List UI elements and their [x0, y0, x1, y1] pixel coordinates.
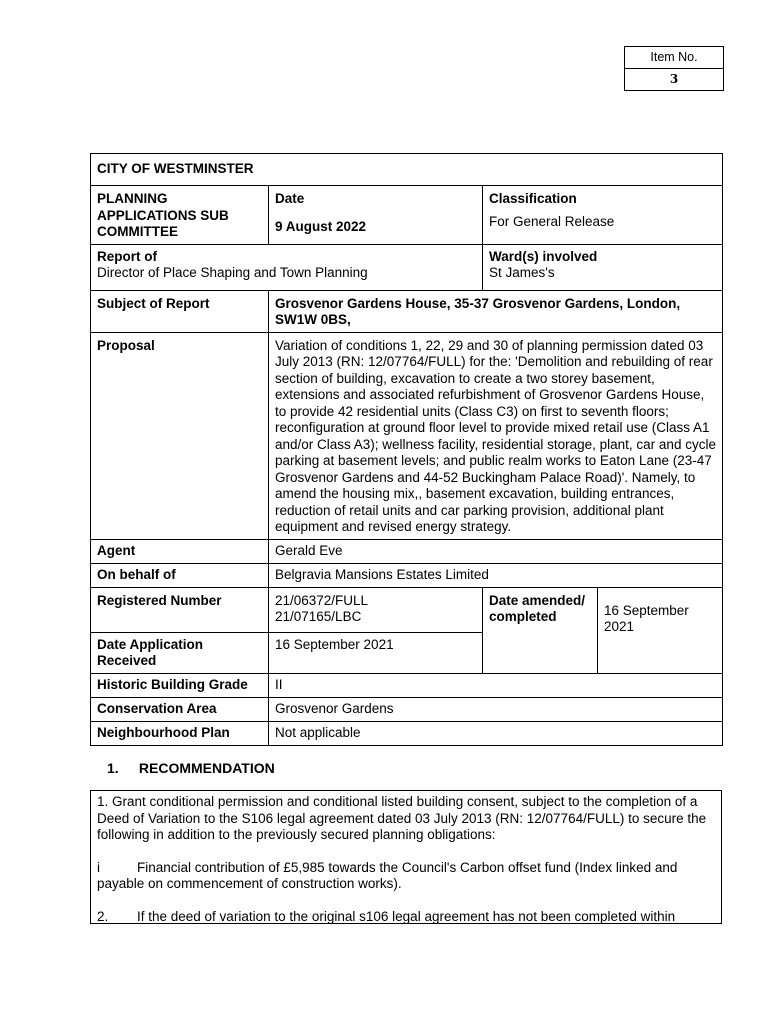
recommendation-number: 1.: [107, 760, 119, 776]
recommendation-item-2: [97, 909, 715, 925]
recommendation-item-i: [97, 860, 715, 893]
classification-label: Classification: [489, 191, 577, 206]
item-i-marker: i: [97, 859, 100, 875]
item-2-text: If the deed of variation to the original s106 legal agreement has not been completed within: [137, 908, 676, 924]
item-2-marker: 2.: [97, 908, 109, 924]
grade-value: II: [269, 673, 723, 697]
wards-label: Ward(s) involved: [489, 248, 598, 264]
recommendation-para-1: 1. Grant conditional permission and conditional listed building consent, subject to the completion of a Deed of Variation to the S106 legal agreement dated 03 July 2013 (RN: 12/07764/FULL) to secure the following in addition to the previously secured planning obligations:: [97, 794, 707, 842]
wards-cell: [483, 244, 723, 290]
recommendation-heading: [107, 760, 275, 776]
subject-label: Subject of Report: [91, 290, 269, 332]
registered-value: [269, 587, 483, 632]
date-value: 9 August 2022: [275, 218, 367, 234]
registered-label: Registered Number: [91, 587, 269, 632]
report-of-value: Director of Place Shaping and Town Planning: [97, 265, 368, 280]
proposal-value: Variation of conditions 1, 22, 29 and 30 of planning permission dated 03 July 2013 (RN: 12/07764/FULL) for the: 'Demolition and rebuilding of rear section of building, excavation to create a two storey basement, extensions and associated refurbishment of Grosvenor Gardens House, to provide 42 residential units (Class C3) on first to seventh floors; reconfiguration at ground floor level to provide mixed retail use (Class A1 and/or Class A3); wellness facility, residential storage, plant, car and cycle parking at basement levels; and public realm works to Eaton Lane (23-47 Grosvenor Gardens and 44-52 Buckingham Palace Road)'. Namely, to amend the housing mix,, basement excavation, building entrances, reduction of retail units and car parking provision, additional plant equipment and revised energy strategy.: [269, 332, 723, 539]
amended-value: 16 September 2021: [598, 587, 723, 673]
item-i-text: Financial contribution of £5,985 towards the Council's Carbon offset fund (Index linked and payable on commencement of construction works).: [97, 859, 678, 891]
recommendation-title: RECOMMENDATION: [138, 760, 275, 776]
item-label: Item No.: [650, 50, 698, 64]
behalf-value: Belgravia Mansions Estates Limited: [269, 563, 723, 587]
conservation-value: Grosvenor Gardens: [269, 697, 723, 721]
proposal-label: Proposal: [91, 332, 269, 539]
conservation-label: Conservation Area: [91, 697, 269, 721]
report-header-table: [90, 153, 723, 746]
agent-value: Gerald Eve: [269, 539, 723, 563]
registered-value-2: 21/07165/LBC: [275, 609, 362, 624]
grade-label: Historic Building Grade: [91, 673, 269, 697]
recommendation-box: [90, 790, 722, 924]
committee-name: PLANNING APPLICATIONS SUB COMMITTEE: [91, 186, 269, 245]
subject-value: Grosvenor Gardens House, 35-37 Grosvenor Gardens, London, SW1W 0BS,: [269, 290, 723, 332]
date-cell: [269, 186, 483, 245]
item-number-box: [624, 46, 724, 91]
wards-value: St James's: [489, 265, 555, 280]
received-value: 16 September 2021: [269, 632, 483, 673]
classification-value: For General Release: [489, 213, 615, 229]
registered-value-1: 21/06372/FULL: [275, 592, 369, 608]
received-label: Date Application Received: [91, 632, 269, 673]
behalf-label: On behalf of: [91, 563, 269, 587]
amended-label: Date amended/ completed: [483, 587, 598, 673]
neighbourhood-value: Not applicable: [269, 721, 723, 745]
classification-cell: [483, 186, 723, 245]
report-of-label: Report of: [97, 248, 157, 264]
agent-label: Agent: [91, 539, 269, 563]
neighbourhood-label: Neighbourhood Plan: [91, 721, 269, 745]
org-name: CITY OF WESTMINSTER: [91, 154, 723, 186]
item-number: 3: [625, 68, 723, 90]
report-of-cell: [91, 244, 483, 290]
date-label: Date: [275, 191, 305, 206]
